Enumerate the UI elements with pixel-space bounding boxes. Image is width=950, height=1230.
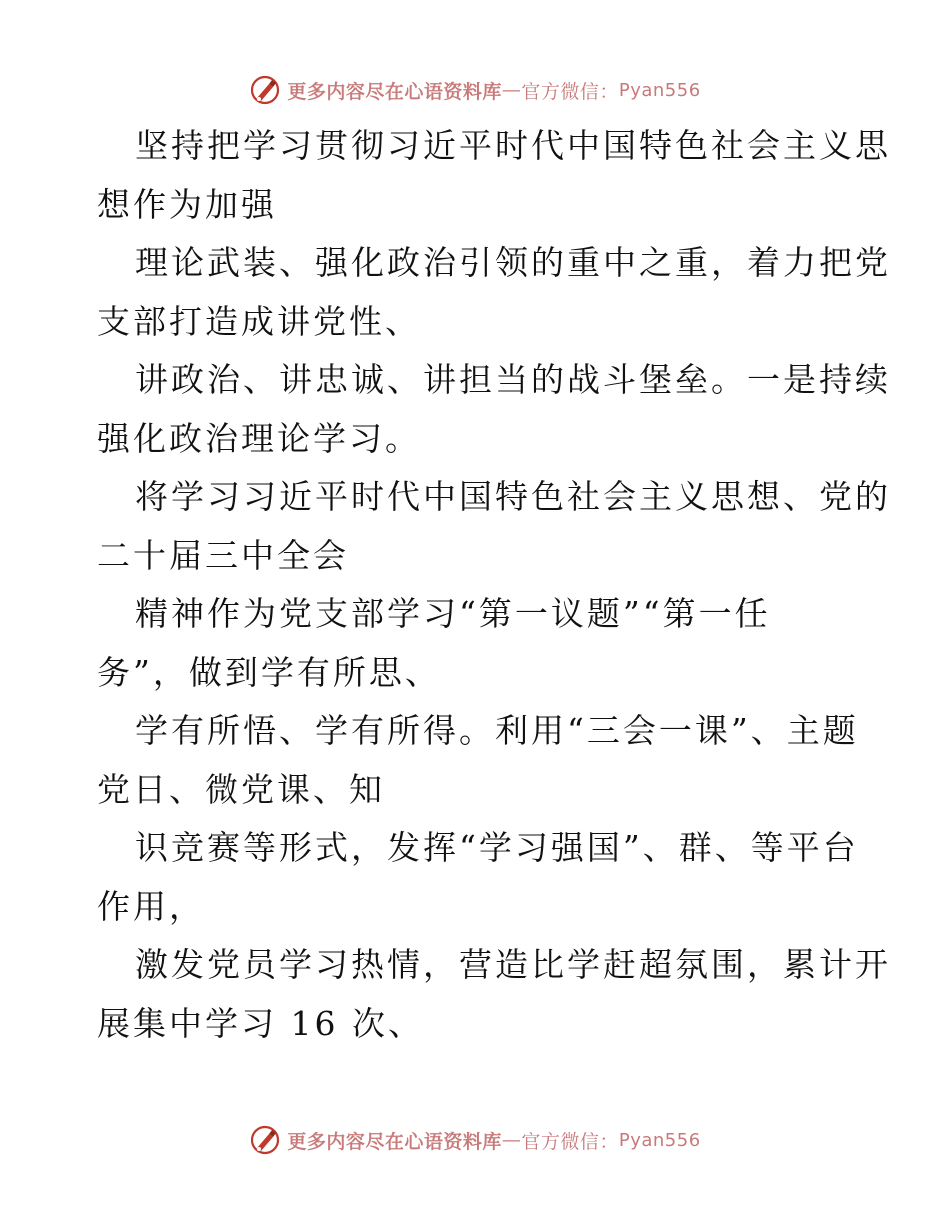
pen-logo-icon (249, 74, 281, 106)
text-line: 精神作为党支部学习“第一议题”“第一任 (135, 594, 771, 633)
footer-banner (0, 1120, 950, 1160)
text-line: 支部打造成讲党性、 (97, 301, 421, 341)
text-line: 务”，做到学有所思、 (97, 652, 441, 692)
text-line: 将学习习近平时代中国特色社会主义思想、党的 (135, 477, 891, 516)
banner-contact-handle: Pyan556 (618, 79, 701, 101)
text-line: 想作为加强 (97, 184, 277, 224)
pen-logo-icon (249, 1124, 281, 1156)
banner-contact-handle: Pyan556 (618, 1129, 701, 1151)
body-paragraph (97, 117, 891, 1053)
banner-separator: — (501, 79, 522, 101)
banner-separator: — (501, 1129, 522, 1151)
text-line: 理论武装、强化政治引领的重中之重，着力把党 (135, 243, 891, 282)
banner-contact-label: 官方微信： (521, 1130, 619, 1153)
text-line: 党日、微党课、知 (97, 769, 385, 809)
banner-contact-label: 官方微信： (521, 80, 619, 103)
text-line: 二十届三中全会 (97, 535, 349, 575)
header-banner (0, 70, 950, 110)
text-line: 识竞赛等形式，发挥“学习强国”、群、等平台 (135, 828, 859, 867)
text-line: 作用， (97, 886, 205, 926)
banner-brand: 更多内容尽在心语资料库 (287, 80, 502, 103)
text-line: 激发党员学习热情，营造比学赶超氛围，累计开 (135, 945, 891, 984)
banner-brand: 更多内容尽在心语资料库 (287, 1130, 502, 1153)
text-line: 讲政治、讲忠诚、讲担当的战斗堡垒。一是持续 (135, 360, 891, 399)
text-line: 展集中学习 16 次、 (97, 1003, 424, 1043)
text-line: 坚持把学习贯彻习近平时代中国特色社会主义思 (135, 126, 891, 165)
text-line: 学有所悟、学有所得。利用“三会一课”、主题 (135, 711, 859, 750)
text-line: 强化政治理论学习。 (97, 418, 421, 458)
